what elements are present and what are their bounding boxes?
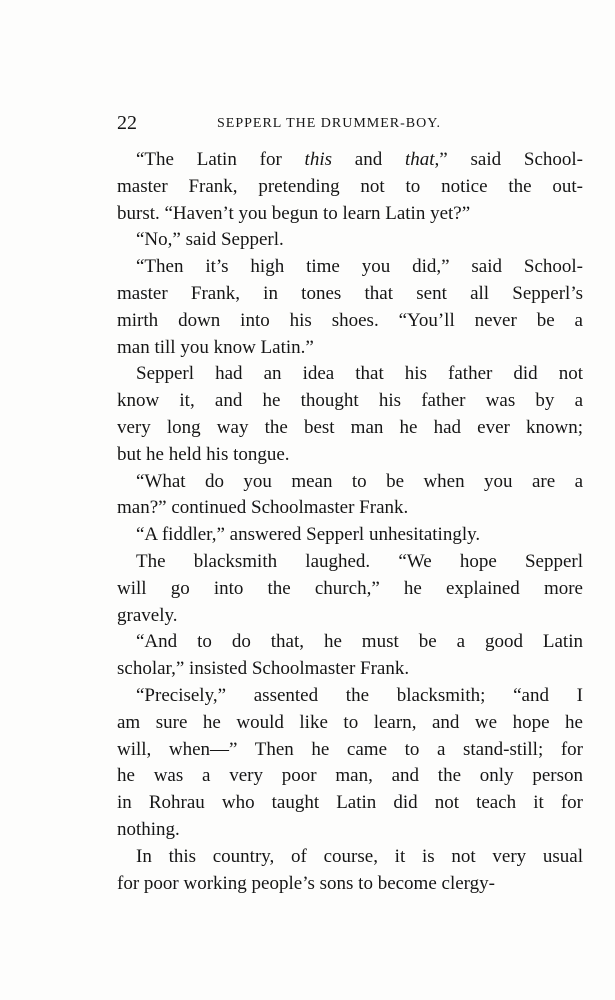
page-number: 22	[117, 112, 137, 134]
running-head: SEPPERL THE DRUMMER-BOY.	[217, 116, 442, 131]
paragraph	[117, 844, 583, 898]
text-line: In this country, of course, it is not very usual	[136, 845, 583, 867]
text-line: for poor working people’s sons to become clergy-	[117, 872, 495, 894]
paragraph	[117, 147, 583, 227]
text-line: but he held his tongue.	[117, 443, 290, 465]
paragraph	[117, 469, 583, 523]
text-line: “The Latin for this and that,” said School-	[136, 149, 583, 170]
page-header	[117, 112, 499, 138]
text-line: man till you know Latin.”	[117, 336, 314, 358]
text-line: “A fiddler,” answered Sepperl unhesitatingly.	[136, 524, 481, 546]
text-line: “Then it’s high time you did,” said School-	[136, 256, 583, 278]
text-line: will, when—” Then he came to a stand-still; for	[117, 738, 583, 760]
text-line: in Rohrau who taught Latin did not teach it for	[117, 792, 583, 814]
text-line: man?” continued Schoolmaster Frank.	[117, 497, 409, 519]
text-line: will go into the church,” he explained more	[117, 577, 583, 599]
paragraph	[117, 254, 583, 361]
paragraph	[117, 522, 583, 549]
text-line: burst. “Haven’t you begun to learn Latin yet?”	[117, 202, 471, 224]
paragraph	[117, 629, 583, 683]
body-text	[117, 147, 583, 897]
paragraph	[117, 361, 583, 468]
text-line: scholar,” insisted Schoolmaster Frank.	[117, 658, 410, 680]
text-line: The blacksmith laughed. “We hope Sepperl	[136, 550, 583, 572]
paragraph	[117, 549, 583, 629]
paragraph	[117, 227, 583, 254]
text-line: very long way the best man he had ever known;	[117, 416, 583, 438]
text-line: he was a very poor man, and the only person	[117, 765, 583, 787]
text-line: “What do you mean to be when you are a	[136, 470, 583, 492]
text-line: gravely.	[117, 604, 178, 626]
text-line: master Frank, pretending not to notice the out-	[117, 175, 583, 197]
paragraph	[117, 683, 583, 844]
text-line: nothing.	[117, 818, 180, 840]
text-line: “Precisely,” assented the blacksmith; “and I	[136, 684, 583, 706]
text-line: “No,” said Sepperl.	[136, 229, 284, 251]
text-line: Sepperl had an idea that his father did not	[136, 363, 583, 385]
text-line: mirth down into his shoes. “You’ll never be a	[117, 309, 583, 331]
text-line: know it, and he thought his father was by a	[117, 390, 583, 412]
text-line: “And to do that, he must be a good Latin	[136, 631, 583, 653]
text-line: master Frank, in tones that sent all Sepperl’s	[117, 282, 583, 304]
text-line: am sure he would like to learn, and we hope he	[117, 711, 583, 733]
